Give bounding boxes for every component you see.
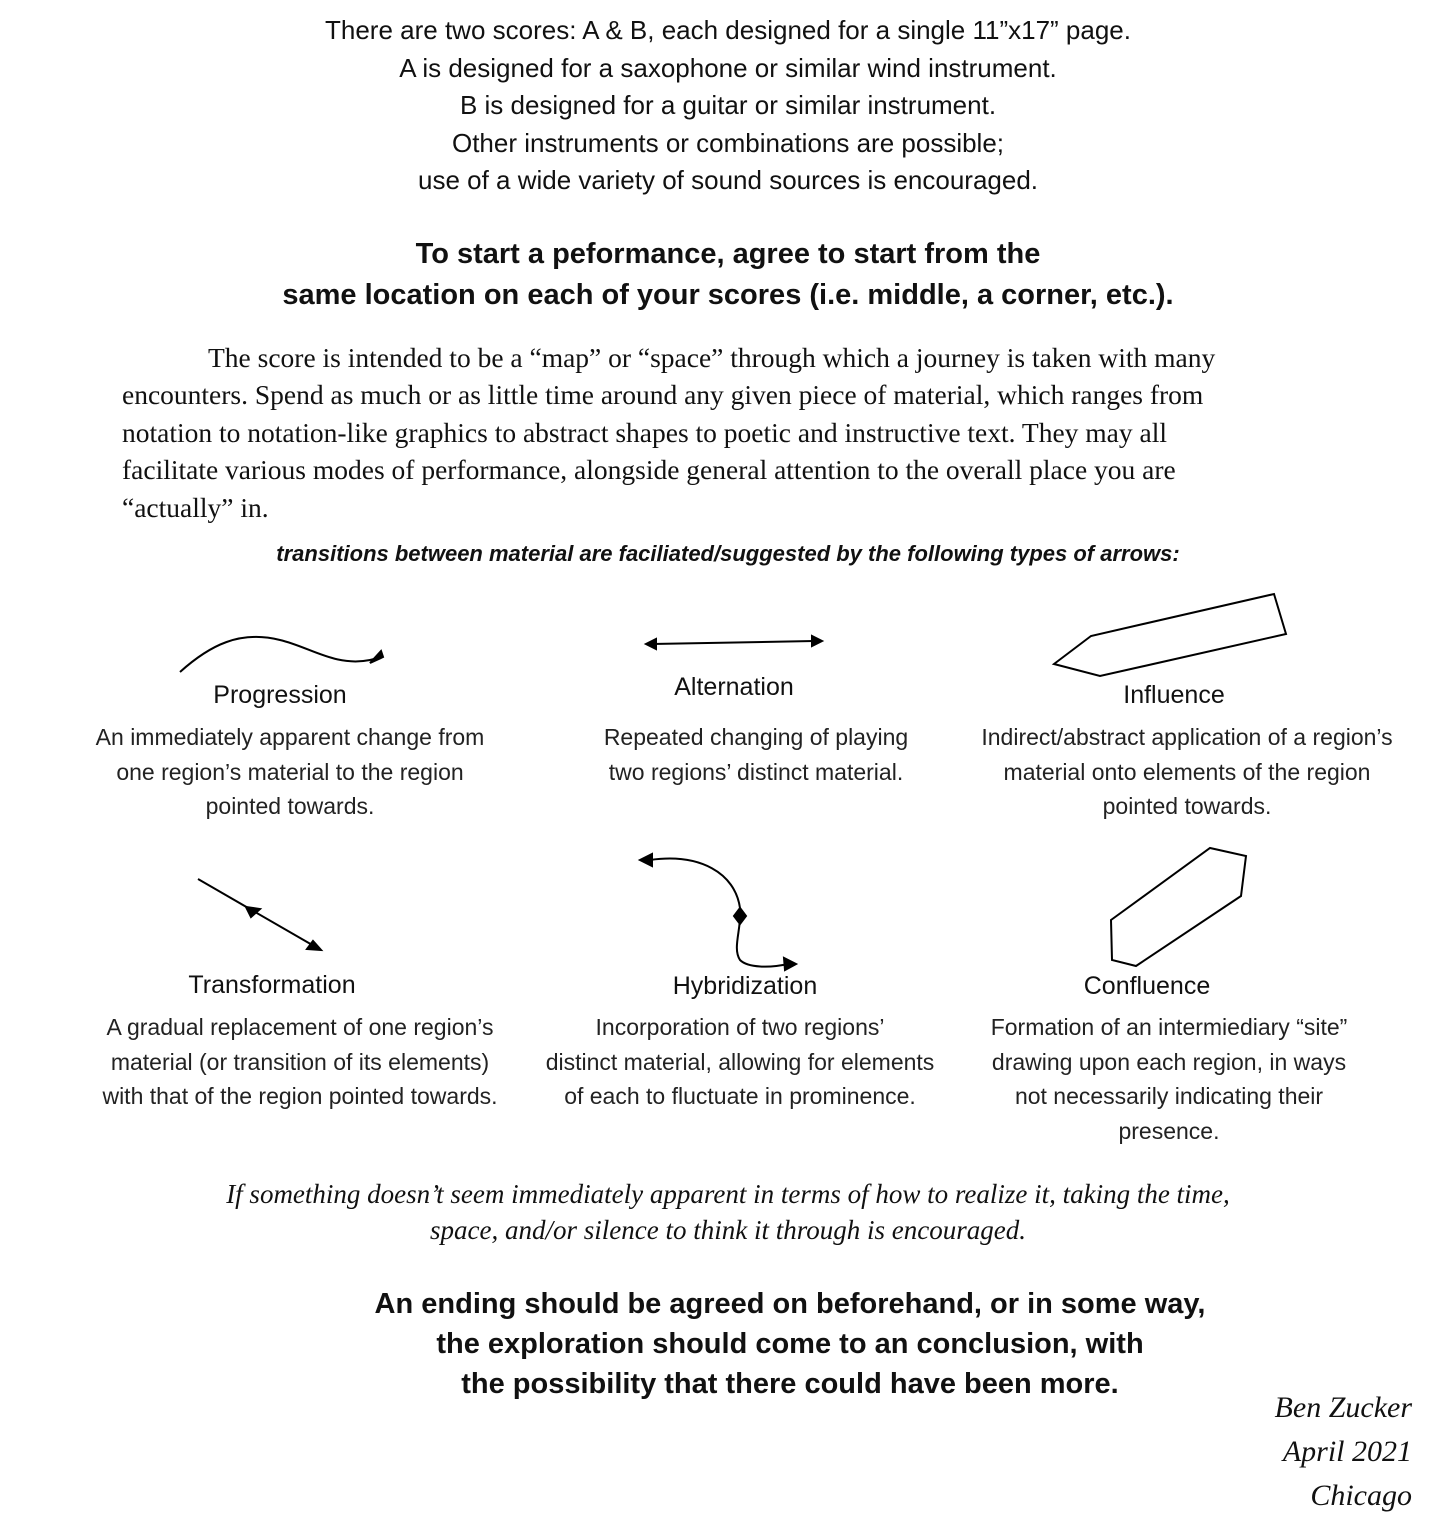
desc-line: material onto elements of the region — [1003, 758, 1371, 785]
desc-line: A gradual replacement of one region’s — [106, 1014, 494, 1040]
intro-line: A is designed for a saxophone or similar wind instrument. — [399, 52, 1057, 83]
ending-line: An ending should be agreed on beforehand, or in some way, — [374, 1288, 1206, 1320]
desc-line: drawing upon each region, in ways — [991, 1048, 1347, 1075]
desc-line: pointed towards. — [205, 793, 375, 819]
transformation-description — [70, 1010, 530, 1114]
intro-line: Other instruments or combinations are possible; — [451, 127, 1005, 158]
signature-place: Chicago — [1310, 1479, 1412, 1512]
alternation-description — [526, 720, 986, 789]
transitions-heading: transitions between material are faciliated/suggested by the following types of arrows: — [276, 541, 1180, 566]
signature-date: April 2021 — [1282, 1435, 1412, 1468]
paragraph-line: notation to notation-like graphics to abstract shapes to poetic and instructive text. They may all — [122, 416, 1167, 448]
desc-line: two regions’ distinct material. — [608, 758, 904, 785]
confluence-arrow-icon — [1100, 840, 1260, 970]
intro-line: B is designed for a guitar or similar instrument. — [459, 90, 997, 120]
desc-line: Incorporation of two regions’ — [595, 1014, 885, 1040]
desc-line: not necessarily indicating their — [1014, 1083, 1324, 1109]
closing-line: If something doesn’t seem immediately apparent in terms of how to realize it, taking the time, — [226, 1179, 1230, 1209]
desc-line: pointed towards. — [1102, 793, 1272, 819]
desc-line: one region’s material to the region — [116, 758, 464, 785]
desc-line: with that of the region pointed towards. — [102, 1083, 498, 1109]
closing-line: space, and/or silence to think it through is encouraged. — [430, 1215, 1026, 1245]
alternation-arrow-icon — [640, 630, 830, 654]
influence-arrow-icon — [1046, 588, 1296, 683]
intro-line: There are two scores: A & B, each designed for a single 11”x17” page. — [325, 15, 1131, 45]
influence-title: Influence — [1123, 681, 1225, 709]
desc-line: distinct material, allowing for elements — [545, 1048, 935, 1075]
paragraph-line: “actually” in. — [122, 491, 269, 523]
start-instruction — [0, 234, 1456, 316]
desc-line: presence. — [1118, 1117, 1220, 1144]
progression-description — [60, 720, 520, 824]
paragraph-line: encounters. Spend as much or as little time around any given piece of material, which ranges from — [122, 379, 1204, 411]
intro-line: use of a wide variety of sound sources is encouraged. — [417, 165, 1039, 195]
influence-description — [957, 720, 1417, 824]
closing-note — [0, 1176, 1456, 1248]
progression-title: Progression — [213, 681, 347, 709]
progression-arrow-icon — [170, 625, 400, 685]
alternation-title: Alternation — [674, 673, 794, 701]
intro-block — [0, 12, 1456, 200]
ending-line: the exploration should come to an conclusion, with — [436, 1328, 1144, 1360]
author-name: Ben Zucker — [1274, 1391, 1412, 1424]
paragraph-line: The score is intended to be a “map” or “space” through which a journey is taken with many — [208, 342, 1216, 373]
description-paragraph — [122, 339, 1362, 526]
hybridization-arrow-icon — [630, 848, 810, 978]
transformation-title: Transformation — [188, 971, 356, 999]
desc-line: material (or transition of its elements) — [110, 1048, 490, 1075]
start-line: To start a peformance, agree to start from the — [415, 238, 1041, 270]
signature-block — [1275, 1386, 1412, 1518]
transformation-arrow-icon — [190, 870, 330, 960]
desc-line: An immediately apparent change from — [95, 724, 485, 750]
ending-instruction — [290, 1284, 1290, 1404]
confluence-title: Confluence — [1083, 972, 1211, 1000]
desc-line: of each to fluctuate in prominence. — [564, 1083, 916, 1109]
desc-line: Indirect/abstract application of a region’s — [981, 724, 1393, 750]
desc-line: Formation of an intermiediary “site” — [990, 1014, 1348, 1040]
confluence-description — [939, 1010, 1399, 1148]
desc-line: Repeated changing of playing — [603, 724, 909, 750]
ending-line: the possibility that there could have been more. — [461, 1368, 1119, 1400]
hybridization-description — [510, 1010, 970, 1114]
paragraph-line: facilitate various modes of performance, alongside general attention to the overall place you are — [122, 454, 1176, 486]
hybridization-title: Hybridization — [672, 972, 818, 1000]
start-line: same location on each of your scores (i.e. middle, a corner, etc.). — [282, 279, 1174, 311]
